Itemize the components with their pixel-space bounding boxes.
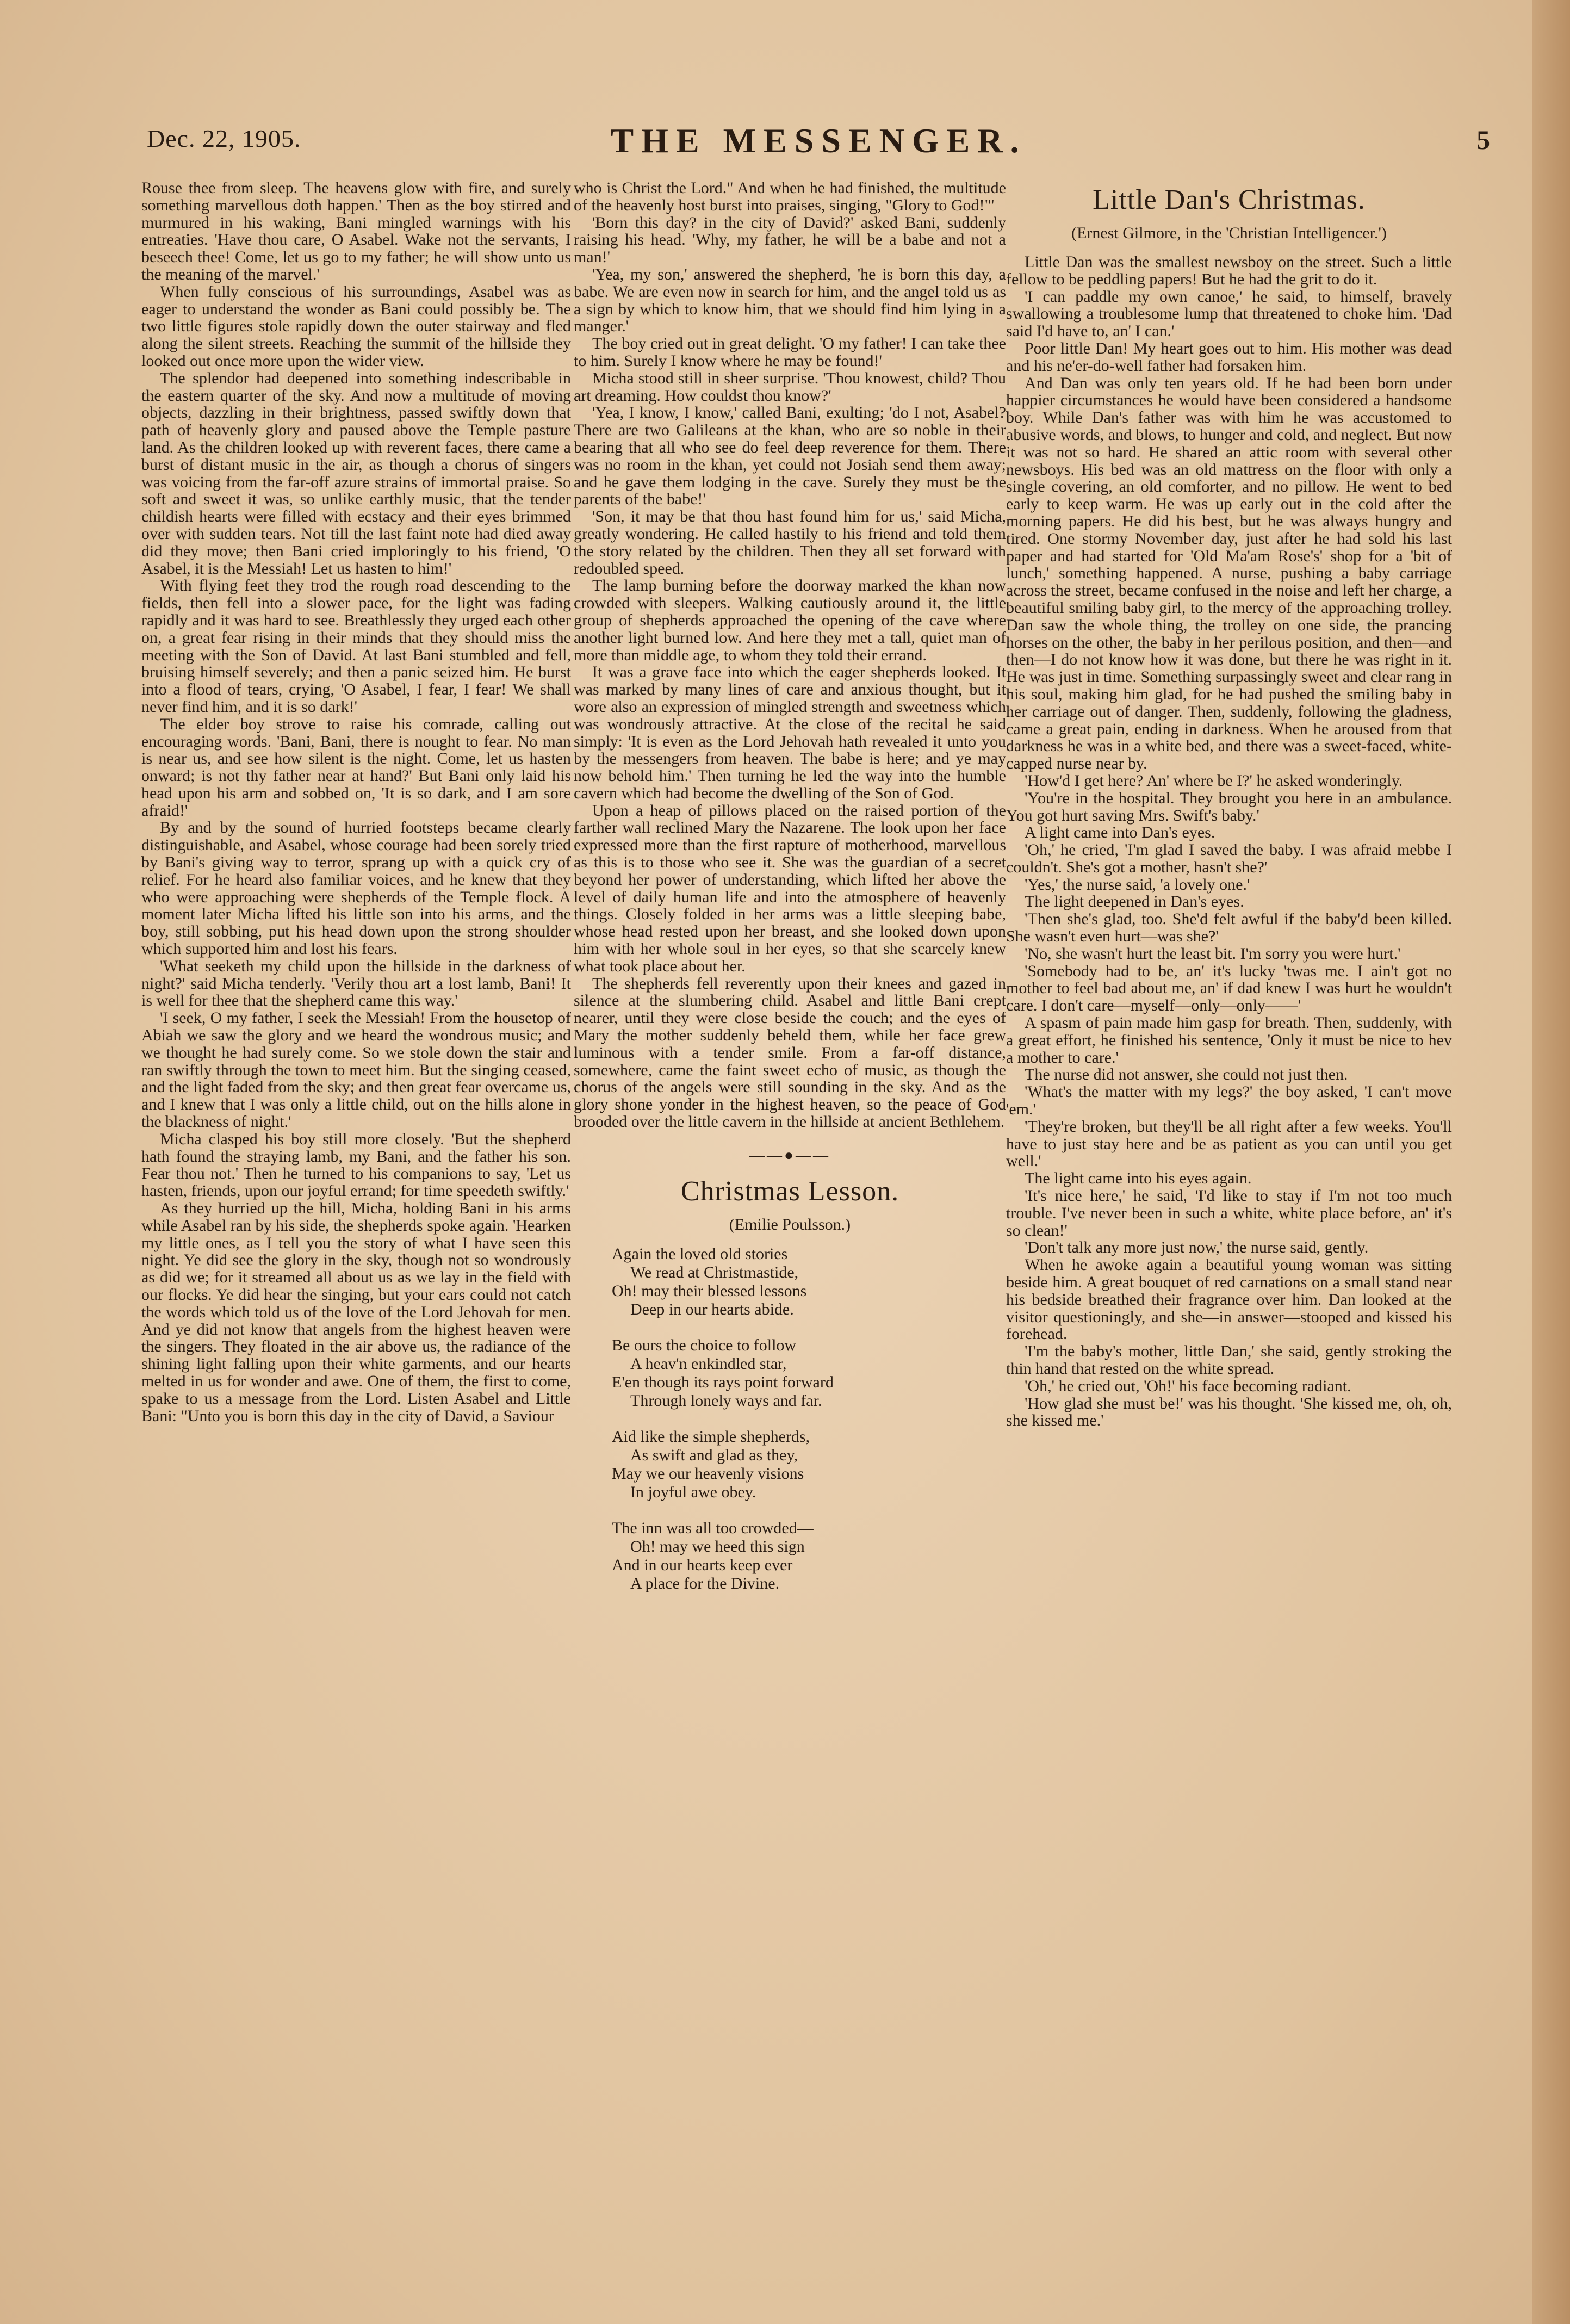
poem-line: Again the loved old stories: [612, 1244, 788, 1263]
paragraph: When fully conscious of his surroundings, Asabel was as eager to understand the wonder as Bani could possibly be. The two little figures stole rapidly down the outer stairway and fled along the silent streets. Reaching the summit of the hillside they looked out once more upon the wider view.: [141, 282, 571, 370]
paragraph: The splendor had deepened into something indescribable in the eastern quarter of the sky. And now a multitude of moving objects, dazzling in their brightness, passed swiftly down that path of heavenly glory and paused above the Temple pasture land. As the children looked up with reverent faces, there came a burst of distant music in the air, as though a chorus of singers was voicing from the far-off azure strains of immortal praise. So soft and sweet it was, so unlike earthly music, that the tender childish hearts were filled with ecstacy and their eyes brimmed over with sudden tears. Not till the last faint note had died away did they move; then Bani cried imploringly to his friend, 'O Asabel, it is the Messiah! Let us hasten to him!': [141, 369, 571, 578]
article-byline: (Ernest Gilmore, in the 'Christian Intelligencer.'): [1071, 224, 1387, 242]
paragraph: 'Oh,' he cried out, 'Oh!' his face becoming radiant.: [1025, 1377, 1351, 1395]
paragraph: Upon a heap of pillows placed on the raised portion of the farther wall reclined Mary the Nazarene. The look upon her face expressed more than the first rapture of motherhood, marvellous as this is to those who see it. She was the guardian of a secret beyond her power of understanding, which lifted her above the level of daily human life and into the atmosphere of heavenly things. Closely folded in her arms was a little sleeping babe, whose head rested upon her breast, and she looked down upon him with her whole soul in her eyes, so that she scarcely knew what took place about her.: [574, 801, 1006, 975]
paragraph: A spasm of pain made him gasp for breath. Then, suddenly, with a great effort, he finished his sentence, 'Only it must be nice to hev a mother to care.': [1006, 1014, 1452, 1067]
column-2: [574, 179, 1006, 2246]
paragraph: With flying feet they trod the rough road descending to the fields, then fell into a slower pace, for the light was fading rapidly and it was hard to see. Breathlessly they urged each other on, a great fear rising in their minds that they should miss the meeting with the Son of David. At last Bani stumbled and fell, bruising himself severely; and then a panic seized him. He burst into a flood of tears, crying, 'O Asabel, I fear, I fear! We shall never find him, and it is so dark!': [141, 577, 571, 716]
poem-line: And in our hearts keep ever: [612, 1555, 793, 1574]
poem-stanza: [612, 1428, 1006, 1502]
paragraph: 'Yea, my son,' answered the shepherd, 'he is born this day, a babe. We are even now in search for him, and the angel told us as a sign by which to know him, that we should find him lying in a manger.': [574, 265, 1006, 336]
paragraph: 'I seek, O my father, I seek the Messiah! From the housetop of Abiah we saw the glory and we heard the wondrous music; and we thought he had surely come. So we stole down the stair and ran swiftly through the town to meet him. But the singing ceased, and the light faded from the sky; and then great fear overcame us, and I knew that I was only a little child, out on the hills alone in the blackness of night.': [141, 1009, 571, 1131]
poem-line: The inn was all too crowded—: [612, 1519, 814, 1537]
issue-date: Dec. 22, 1905.: [147, 125, 301, 152]
poem-line: May we our heavenly visions: [612, 1464, 804, 1483]
paragraph: It was a grave face into which the eager shepherds looked. It was marked by many lines of care and anxious thought, but it wore also an expression of mingled strength and sweetness which was wondrously attractive. At the close of the recital he said simply: 'It is even as the Lord Jehovah hath revealed it unto you by the messengers from heaven. The babe is here; and ye may now behold him.' Then turning he led the way into the humble cavern which had become the dwelling of the Son of God.: [574, 663, 1006, 802]
paragraph: 'I can paddle my own canoe,' he said, to himself, bravely swallowing a troublesome lump that threatened to choke him. 'Dad said I'd have to, an' I can.': [1006, 287, 1452, 340]
poem-stanza: [612, 1336, 1006, 1410]
paragraph: 'Born this day? in the city of David?' asked Bani, suddenly raising his head. 'Why, my father, he will be a babe and not a man!': [574, 213, 1006, 267]
paragraph: 'How glad she must be!' was his thought. 'She kissed me, oh, oh, she kissed me.': [1006, 1394, 1452, 1430]
poem-line: Be ours the choice to follow: [612, 1336, 797, 1354]
paragraph: 'What seeketh my child upon the hillside in the darkness of night?' said Micha tenderly. 'Verily thou art a lost lamb, Bani! It is well for thee that the shepherd came this way.': [141, 957, 571, 1010]
paragraph: The nurse did not answer, she could not just then.: [1025, 1065, 1348, 1084]
paragraph: The light came into his eyes again.: [1025, 1169, 1252, 1188]
poem-stanza: [612, 1245, 1006, 1319]
paragraph: 'Don't talk any more just now,' the nurse said, gently.: [1025, 1238, 1369, 1257]
paragraph: The boy cried out in great delight. 'O my father! I can take thee to him. Surely I know where he may be found!': [574, 334, 1006, 370]
paragraph: 'Yes,' the nurse said, 'a lovely one.': [1025, 875, 1250, 894]
poem-line: Deep in our hearts abide.: [630, 1300, 794, 1318]
paragraph: The elder boy strove to raise his comrade, calling out encouraging words. 'Bani, Bani, there is nought to fear. No man is near us, and see how silent is the night. Come, let us hasten onward; is not thy father near at hand?' But Bani only laid his head upon his arm and sobbed on, 'It is so dark, and I am sore afraid!': [141, 715, 571, 820]
paragraph: As they hurried up the hill, Micha, holding Bani in his arms while Asabel ran by his side, the shepherds spoke again. 'Hearken my little ones, as I tell you the story of what I have seen this night. Ye did see the glory in the sky, though not so wondrously as did we; for it streamed all about us as we lay in the field with our flocks. Ye did hear the singing, but your ears could not catch the words which told us of the love of the Lord Jehovah for men. And ye did not know that angels from the highest heaven were the singers. They floated in the air above us, the radiance of the shining light falling upon their white garments, and our hearts melted in us for wonder and awe. One of them, the first to come, spake to us a message from the Lord. Listen Asabel and Little Bani: "Unto you is born this day in the city of David, a Saviour: [141, 1199, 571, 1425]
paragraph: 'I'm the baby's mother, little Dan,' she said, gently stroking the thin hand that rested on the white spread.: [1006, 1342, 1452, 1378]
page-edge: [1532, 0, 1570, 2324]
paragraph: The shepherds fell reverently upon their knees and gazed in silence at the slumbering child. Asabel and little Bani crept nearer, until they were close beside the couch; and the eyes of Mary the mother suddenly beheld them, while her face grew luminous with a tender smile. From a far-off distance, somewhere, came the faint sweet echo of music, as though the chorus of the angels were still sounding in the sky. And as the glory shone yonder in the highest heaven, so the peace of God brooded over the little cavern in the hillside at ancient Bethlehem.: [574, 974, 1006, 1131]
column-1: [141, 179, 571, 2246]
paragraph: 'Somebody had to be, an' it's lucky 'twas me. I ain't got no mother to feel bad about me, an' if dad knew I was hurt he wouldn't care. I don't care—myself—only—only——': [1006, 962, 1452, 1015]
poem-title: Christmas Lesson.: [680, 1175, 899, 1207]
paragraph: The light deepened in Dan's eyes.: [1025, 893, 1244, 911]
paragraph: The lamp burning before the doorway marked the khan now crowded with sleepers. Walking cautiously around it, the little group of shepherds approached the opening of the cave where another light burned low. And here they met a tall, quiet man of more than middle age, to whom they told their errand.: [574, 577, 1006, 664]
paragraph: 'Son, it may be that thou hast found him for us,' said Micha, greatly wondering. He called hastily to his friend and told them the story related by the children. Then they all set forward with redoubled speed.: [574, 507, 1006, 578]
poem-line: As swift and glad as they,: [630, 1446, 798, 1464]
paragraph: Poor little Dan! My heart goes out to him. His mother was dead and his ne'er-do-well father had forsaken him.: [1006, 339, 1452, 375]
poem-line: Oh! may their blessed lessons: [612, 1281, 807, 1300]
paragraph: Micha clasped his boy still more closely. 'But the shepherd hath found the straying lamb, my Bani, and the father his son. Fear thou not.' Then he turned to his companions to say, 'Let us hasten, friends, upon our joyful errand; for time speedeth swiftly.': [141, 1130, 571, 1200]
paragraph: 'No, she wasn't hurt the least bit. I'm sorry you were hurt.': [1025, 944, 1401, 963]
poem-line: E'en though its rays point forward: [612, 1373, 834, 1391]
poem-line: In joyful awe obey.: [630, 1483, 756, 1501]
paragraph: 'Oh,' he cried, 'I'm glad I saved the baby. I was afraid mebbe I couldn't. She's got a mother, hasn't she?': [1006, 841, 1452, 876]
paragraph: Rouse thee from sleep. The heavens glow with fire, and surely something marvellous doth happen.' Then as the boy stirred and murmured in his waking, Bani mingled warnings with his entreaties. 'Have thou care, O Asabel. Wake not the servants, I beseech thee! Come, let us go to my father; he will show unto us the meaning of the marvel.': [141, 179, 571, 283]
page-number: 5: [1476, 125, 1490, 155]
paragraph: Micha stood still in sheer surprise. 'Thou knowest, child? Thou art dreaming. How couldst thou know?': [574, 369, 1006, 405]
paragraph: When he awoke again a beautiful young woman was sitting beside him. A great bouquet of red carnations on a small stand near his bedside breathed their fragrance over him. Dan looked at the visitor questioningly, and she—in answer—stooped and kissed his forehead.: [1006, 1256, 1452, 1343]
paragraph: who is Christ the Lord." And when he had finished, the multitude of the heavenly host burst into praises, singing, "Glory to God!"': [574, 179, 1006, 214]
paragraph: By and by the sound of hurried footsteps became clearly distinguishable, and Asabel, whose courage had been sorely tried by Bani's giving way to terror, sprang up with a quick cry of relief. For he heard also familiar voices, and he knew that they who were approaching were shepherds of the Temple flock. A moment later Micha lifted his little son into his arms, and the boy, still sobbing, put his head down upon the strong shoulder which supported him and lost his fears.: [141, 819, 571, 958]
page-header: [144, 114, 1493, 174]
poem-line: We read at Christmastide,: [630, 1263, 799, 1281]
masthead-title: THE MESSENGER.: [610, 121, 1027, 160]
paragraph: 'They're broken, but they'll be all right after a few weeks. You'll have to just stay here and be as patient as you can until you get well.': [1006, 1117, 1452, 1170]
paragraph: And Dan was only ten years old. If he had been born under happier circumstances he would have been considered a handsome boy. While Dan's father was with him he was accustomed to abusive words, and blows, to hunger and cold, and neglect. But now it was not so hard. He shared an attic room with several other newsboys. His bed was an old mattress on the floor with only a single covering, an old comforter, and no pillow. He went to bed early to keep warm. He was up early out in the cold after the morning papers. He did his best, but he was always hungry and tired. One stormy November day, just after he had sold his last paper and had started for 'Old Ma'am Rose's' shop for a 'bit of lunch,' something happened. A nurse, pushing a baby carriage across the street, became confused in the noise and left her charge, a beautiful smiling baby girl, to the mercy of the approaching trolley. Dan saw the whole thing, the trolley on one side, the prancing horses on the other, the baby in her perilous position, and then—and then—I do not know how it was done, but there he was right in it. He was just in time. Something surpassingly sweet and clear rang in his soul, making him glad, for he had pushed the smiling baby in her carriage out of danger. Then, suddenly, following the gladness, came a great pain, ending in darkness. When he aroused from that darkness he was in a white bed, and there was a sweet-faced, white-capped nurse near by.: [1006, 374, 1452, 773]
paragraph: A light came into Dan's eyes.: [1025, 823, 1215, 842]
poem-line: A heav'n enkindled star,: [630, 1354, 787, 1373]
paragraph: Little Dan was the smallest newsboy on the street. Such a little fellow to be peddling papers! But he had the grit to do it.: [1006, 253, 1452, 288]
paragraph: 'You're in the hospital. They brought you here in an ambulance. You got hurt saving Mrs. Swift's baby.': [1006, 789, 1452, 825]
paragraph: 'Then she's glad, too. She'd felt awful if the baby'd been killed. She wasn't even hurt—was she?': [1006, 910, 1452, 946]
paragraph: 'It's nice here,' he said, 'I'd like to stay if I'm not too much trouble. I've never been in such a white, white place before, an' it's so clean!': [1006, 1187, 1452, 1240]
poem-line: Through lonely ways and far.: [630, 1391, 822, 1410]
column-3: [1006, 179, 1452, 2246]
paragraph: 'What's the matter with my legs?' the boy asked, 'I can't move 'em.': [1006, 1083, 1452, 1119]
poem-line: Oh! may we heed this sign: [630, 1537, 805, 1555]
poem-stanza: [612, 1519, 1006, 1593]
poem-byline: (Emilie Poulsson.): [729, 1215, 851, 1234]
poem-line: Aid like the simple shepherds,: [612, 1427, 810, 1446]
section-divider-ornament: ——●——: [749, 1146, 830, 1164]
paragraph: 'Yea, I know, I know,' called Bani, exulting; 'do I not, Asabel? There are two Galileans at the khan, who are so noble in their bearing that all who see do feel deep reverence for them. There was no room in the khan, yet could not Josiah send them away; and he gave them lodging in the cave. Surely they must be the parents of the babe!': [574, 404, 1006, 509]
paragraph: 'How'd I get here? An' where be I?' he asked wonderingly.: [1025, 771, 1403, 790]
poem-body: [574, 1245, 1006, 1593]
poem-line: A place for the Divine.: [630, 1574, 780, 1592]
article-title: Little Dan's Christmas.: [1093, 184, 1366, 215]
